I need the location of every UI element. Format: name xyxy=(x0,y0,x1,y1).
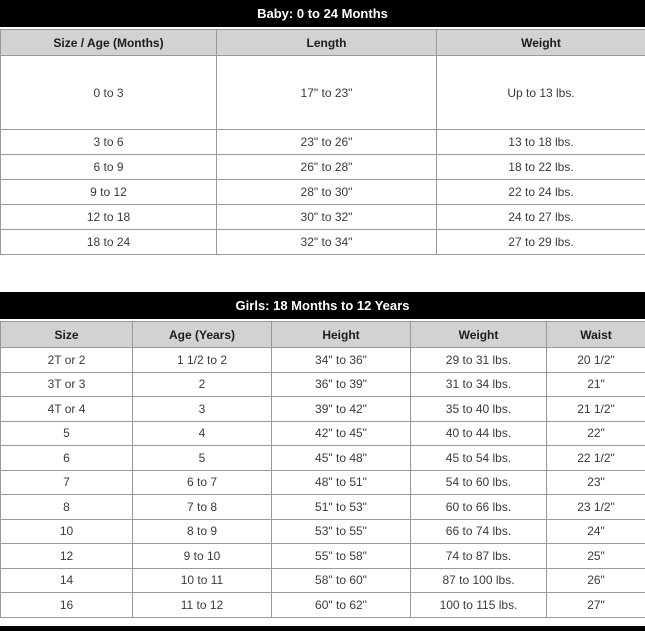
cell: 60" to 62" xyxy=(272,593,411,618)
baby-size-table xyxy=(0,29,645,255)
cell: 12 xyxy=(1,544,133,569)
cell: 6 to 7 xyxy=(133,470,272,495)
cell: 54 to 60 lbs. xyxy=(411,470,547,495)
cell: 26" to 28" xyxy=(217,155,437,180)
cell: 6 xyxy=(1,446,133,471)
column-header: Weight xyxy=(411,322,547,348)
cell: 29 to 31 lbs. xyxy=(411,348,547,373)
cell: 9 to 12 xyxy=(1,180,217,205)
table-row xyxy=(1,446,645,471)
cell: 11 to 12 xyxy=(133,593,272,618)
column-header: Height xyxy=(272,322,411,348)
header-row xyxy=(1,322,645,348)
cell: 1 1/2 to 2 xyxy=(133,348,272,373)
cell: 23" to 26" xyxy=(217,130,437,155)
cell: 27 to 29 lbs. xyxy=(437,230,645,255)
column-header: Weight xyxy=(437,30,645,56)
cell: 22 to 24 lbs. xyxy=(437,180,645,205)
column-header: Length xyxy=(217,30,437,56)
cell: 16 xyxy=(1,593,133,618)
baby-table-body xyxy=(1,56,645,255)
cell: 17" to 23" xyxy=(217,56,437,130)
cell: 34" to 36" xyxy=(272,348,411,373)
cell: 45" to 48" xyxy=(272,446,411,471)
table-row xyxy=(1,205,645,230)
baby-section-title: Baby: 0 to 24 Months xyxy=(0,0,645,27)
section-baby xyxy=(0,0,645,255)
cell: 2 xyxy=(133,372,272,397)
cell: 21 1/2" xyxy=(547,397,645,422)
cell: 8 xyxy=(1,495,133,520)
table-row xyxy=(1,372,645,397)
cell: 3 xyxy=(133,397,272,422)
table-row xyxy=(1,155,645,180)
column-header: Waist xyxy=(547,322,645,348)
table-row xyxy=(1,593,645,618)
girls-table-body xyxy=(1,348,645,618)
table-row xyxy=(1,397,645,422)
cell: 28" to 30" xyxy=(217,180,437,205)
cell: 48" to 51" xyxy=(272,470,411,495)
cell: 24 to 27 lbs. xyxy=(437,205,645,230)
cell: 23" xyxy=(547,470,645,495)
table-row xyxy=(1,544,645,569)
cell: 13 to 18 lbs. xyxy=(437,130,645,155)
cell: 100 to 115 lbs. xyxy=(411,593,547,618)
cell: 26" xyxy=(547,568,645,593)
cell: 35 to 40 lbs. xyxy=(411,397,547,422)
cell: 22 1/2" xyxy=(547,446,645,471)
cell: Up to 13 lbs. xyxy=(437,56,645,130)
cell: 74 to 87 lbs. xyxy=(411,544,547,569)
cell: 31 to 34 lbs. xyxy=(411,372,547,397)
cell: 87 to 100 lbs. xyxy=(411,568,547,593)
cell: 8 to 9 xyxy=(133,519,272,544)
cell: 18 to 22 lbs. xyxy=(437,155,645,180)
cell: 24" xyxy=(547,519,645,544)
cell: 22" xyxy=(547,421,645,446)
cell: 3T or 3 xyxy=(1,372,133,397)
column-header: Age (Years) xyxy=(133,322,272,348)
section-girls xyxy=(0,292,645,618)
table-row xyxy=(1,568,645,593)
cell: 7 to 8 xyxy=(133,495,272,520)
cell: 2T or 2 xyxy=(1,348,133,373)
table-row xyxy=(1,421,645,446)
cell: 6 to 9 xyxy=(1,155,217,180)
table-row xyxy=(1,348,645,373)
cell: 66 to 74 lbs. xyxy=(411,519,547,544)
cell: 32" to 34" xyxy=(217,230,437,255)
cell: 58" to 60" xyxy=(272,568,411,593)
cell: 18 to 24 xyxy=(1,230,217,255)
girls-size-table xyxy=(0,321,645,618)
cell: 55" to 58" xyxy=(272,544,411,569)
table-row xyxy=(1,56,645,130)
baby-table-header xyxy=(1,30,645,56)
cell: 53" to 55" xyxy=(272,519,411,544)
table-row xyxy=(1,495,645,520)
table-row xyxy=(1,180,645,205)
cell: 30" to 32" xyxy=(217,205,437,230)
cell: 25" xyxy=(547,544,645,569)
cell: 4 xyxy=(133,421,272,446)
next-section-header-cutoff xyxy=(0,626,645,631)
cell: 21" xyxy=(547,372,645,397)
cell: 60 to 66 lbs. xyxy=(411,495,547,520)
cell: 23 1/2" xyxy=(547,495,645,520)
cell: 0 to 3 xyxy=(1,56,217,130)
column-header: Size xyxy=(1,322,133,348)
cell: 20 1/2" xyxy=(547,348,645,373)
header-row xyxy=(1,30,645,56)
cell: 42" to 45" xyxy=(272,421,411,446)
table-row xyxy=(1,230,645,255)
cell: 10 xyxy=(1,519,133,544)
column-header: Size / Age (Months) xyxy=(1,30,217,56)
cell: 27" xyxy=(547,593,645,618)
table-row xyxy=(1,470,645,495)
cell: 45 to 54 lbs. xyxy=(411,446,547,471)
table-row xyxy=(1,519,645,544)
cell: 5 xyxy=(1,421,133,446)
girls-table-header xyxy=(1,322,645,348)
cell: 3 to 6 xyxy=(1,130,217,155)
cell: 10 to 11 xyxy=(133,568,272,593)
cell: 7 xyxy=(1,470,133,495)
table-row xyxy=(1,130,645,155)
cell: 12 to 18 xyxy=(1,205,217,230)
cell: 39" to 42" xyxy=(272,397,411,422)
cell: 40 to 44 lbs. xyxy=(411,421,547,446)
cell: 4T or 4 xyxy=(1,397,133,422)
cell: 9 to 10 xyxy=(133,544,272,569)
cell: 36" to 39" xyxy=(272,372,411,397)
cell: 51" to 53" xyxy=(272,495,411,520)
cell: 14 xyxy=(1,568,133,593)
girls-section-title: Girls: 18 Months to 12 Years xyxy=(0,292,645,319)
cell: 5 xyxy=(133,446,272,471)
